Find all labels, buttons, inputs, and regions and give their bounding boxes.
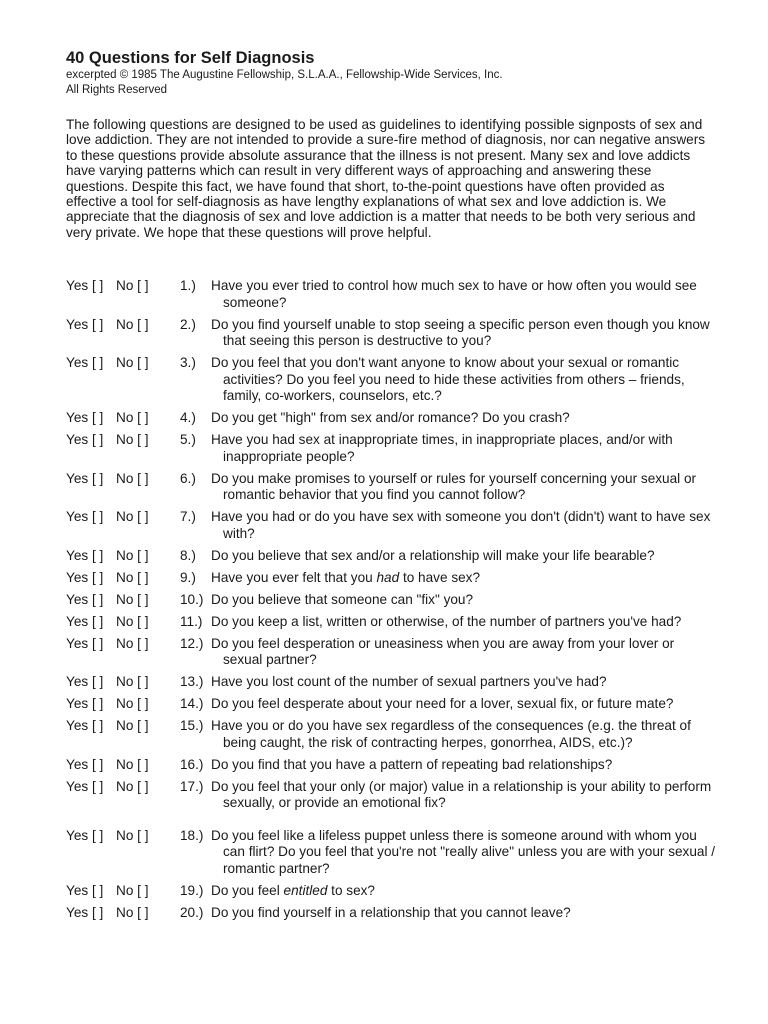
no-checkbox[interactable]: No [ ] — [116, 355, 149, 371]
question-number: 4.) — [180, 410, 196, 426]
no-checkbox[interactable]: No [ ] — [116, 278, 149, 294]
question-number: 1.) — [180, 278, 196, 294]
no-checkbox[interactable]: No [ ] — [116, 674, 149, 690]
question-number: 3.) — [180, 355, 196, 371]
question-text-part: Do you get "high" from sex and/or romance? Do you crash? — [211, 410, 570, 426]
question-text-part: Have you lost count of the number of sexual partners you've had? — [211, 674, 607, 690]
question-row — [66, 432, 726, 465]
question-text — [211, 614, 726, 631]
question-row — [66, 696, 726, 713]
question-row — [66, 674, 726, 691]
question-text — [211, 355, 726, 405]
yes-checkbox[interactable]: Yes [ ] — [66, 278, 104, 294]
question-text-part: Have you had sex at inappropriate times, in inappropriate places, and/or with inappropriate people? — [211, 432, 673, 464]
question-text-part: Do you keep a list, written or otherwise, of the number of partners you've had? — [211, 613, 682, 629]
yes-checkbox[interactable]: Yes [ ] — [66, 756, 104, 772]
question-text — [211, 674, 726, 691]
question-row — [66, 757, 726, 774]
question-number: 9.) — [180, 569, 196, 585]
question-row — [66, 509, 726, 542]
question-text-part: Do you feel — [211, 882, 284, 898]
yes-checkbox[interactable]: Yes [ ] — [66, 432, 104, 448]
question-emphasis: entitled — [283, 882, 328, 898]
no-checkbox[interactable]: No [ ] — [116, 316, 149, 332]
question-emphasis: had — [376, 569, 400, 585]
question-text-part: Do you find yourself in a relationship that you cannot leave? — [211, 904, 571, 920]
no-checkbox[interactable]: No [ ] — [116, 509, 149, 525]
question-row — [66, 317, 726, 350]
copyright-line: excerpted © 1985 The Augustine Fellowship, S.L.A.A., Fellowship-Wide Services, Inc. — [66, 69, 503, 81]
question-text-part: Do you believe that sex and/or a relationship will make your life bearable? — [211, 547, 655, 563]
question-text-part: to sex? — [327, 882, 375, 898]
question-text — [211, 905, 726, 922]
question-text-part: Do you feel that you don't want anyone to know about your sexual or romantic activities? Do you feel you need to hide these activities from others – friends, family, co-workers, counselors, etc.? — [211, 355, 685, 404]
question-row — [66, 548, 726, 565]
yes-checkbox[interactable]: Yes [ ] — [66, 882, 104, 898]
question-number: 8.) — [180, 547, 196, 563]
yes-checkbox[interactable]: Yes [ ] — [66, 827, 104, 843]
no-checkbox[interactable]: No [ ] — [116, 470, 149, 486]
question-text-part: Have you or do you have sex regardless of the consequences (e.g. the threat of being caught, the risk of contracting herpes, gonorrhea, AIDS, etc.)? — [211, 718, 691, 750]
yes-checkbox[interactable]: Yes [ ] — [66, 470, 104, 486]
question-text-part: Have you ever tried to control how much sex to have or how often you would see someone? — [211, 278, 697, 310]
question-row — [66, 410, 726, 427]
question-text — [211, 757, 726, 774]
no-checkbox[interactable]: No [ ] — [116, 827, 149, 843]
question-number: 5.) — [180, 432, 196, 448]
question-number: 6.) — [180, 470, 196, 486]
question-text — [211, 592, 726, 609]
yes-checkbox[interactable]: Yes [ ] — [66, 547, 104, 563]
no-checkbox[interactable]: No [ ] — [116, 613, 149, 629]
yes-checkbox[interactable]: Yes [ ] — [66, 904, 104, 920]
no-checkbox[interactable]: No [ ] — [116, 696, 149, 712]
no-checkbox[interactable]: No [ ] — [116, 547, 149, 563]
question-row — [66, 636, 726, 669]
yes-checkbox[interactable]: Yes [ ] — [66, 509, 104, 525]
no-checkbox[interactable]: No [ ] — [116, 778, 149, 794]
no-checkbox[interactable]: No [ ] — [116, 904, 149, 920]
no-checkbox[interactable]: No [ ] — [116, 882, 149, 898]
question-text-part: Do you find that you have a pattern of repeating bad relationships? — [211, 756, 613, 772]
question-number: 18.) — [180, 827, 204, 843]
question-row — [66, 883, 726, 900]
no-checkbox[interactable]: No [ ] — [116, 591, 149, 607]
question-row — [66, 570, 726, 587]
yes-checkbox[interactable]: Yes [ ] — [66, 613, 104, 629]
question-row — [66, 355, 726, 405]
question-number: 14.) — [180, 696, 204, 712]
yes-checkbox[interactable]: Yes [ ] — [66, 696, 104, 712]
question-text — [211, 278, 726, 311]
question-number: 7.) — [180, 509, 196, 525]
document-title: 40 Questions for Self Diagnosis — [66, 49, 315, 67]
question-text-part: to have sex? — [399, 569, 481, 585]
no-checkbox[interactable]: No [ ] — [116, 718, 149, 734]
question-text — [211, 696, 726, 713]
question-text — [211, 779, 726, 812]
rights-line: All Rights Reserved — [66, 84, 167, 96]
yes-checkbox[interactable]: Yes [ ] — [66, 569, 104, 585]
no-checkbox[interactable]: No [ ] — [116, 635, 149, 651]
question-number: 10.) — [180, 591, 204, 607]
question-text — [211, 883, 726, 900]
yes-checkbox[interactable]: Yes [ ] — [66, 718, 104, 734]
question-number: 12.) — [180, 635, 204, 651]
question-number: 20.) — [180, 904, 204, 920]
no-checkbox[interactable]: No [ ] — [116, 756, 149, 772]
question-text-part: Do you feel desperation or uneasiness when you are away from your lover or sexual partner? — [211, 635, 675, 668]
question-row — [66, 614, 726, 631]
question-text-part: Do you feel like a lifeless puppet unless there is someone around with whom you can flirt? Do you feel that you're not "really alive" unless you are with your sexual / romantic partner? — [211, 827, 716, 876]
question-text-part: Have you ever felt that you — [211, 569, 377, 585]
question-row — [66, 471, 726, 504]
question-number: 13.) — [180, 674, 204, 690]
question-text — [211, 317, 726, 350]
question-text — [211, 570, 726, 587]
question-text-part: Do you feel that your only (or major) value in a relationship is your ability to perform sexually, or provide an emotional fix? — [211, 778, 712, 811]
question-row — [66, 905, 726, 922]
question-row — [66, 278, 726, 311]
document-page — [66, 48, 726, 927]
question-text — [211, 509, 726, 542]
question-text-part: Do you make promises to yourself or rules for yourself concerning your sexual or romantic behavior that you find you cannot follow? — [211, 470, 697, 503]
no-checkbox[interactable]: No [ ] — [116, 432, 149, 448]
question-text — [211, 432, 726, 465]
question-number: 2.) — [180, 316, 196, 332]
question-text — [211, 548, 726, 565]
intro-paragraph: The following questions are designed to be used as guidelines to identifying possible signposts of sex and love addiction. They are not intended to provide a sure-fire method of diagnosis, nor can negative answers to these questions provide absolute assurance that the illness is not present. Many sex and love addicts have varying patterns which can result in very different ways of approaching and answering these questions. Despite this fact, we have found that short, to-the-point questions have often provided as effective a tool for self-diagnosis as have lengthy explanations of what sex and love addiction is. We appreciate that the diagnosis of sex and love addiction is a matter that needs to be both very serious and very private. We hope that these questions will prove helpful. — [66, 117, 706, 240]
question-text-part: Do you find yourself unable to stop seeing a specific person even though you know that seeing this person is destructive to you? — [211, 316, 710, 349]
question-text — [211, 410, 726, 427]
yes-checkbox[interactable]: Yes [ ] — [66, 674, 104, 690]
question-number: 11.) — [180, 613, 203, 629]
question-text — [211, 828, 726, 878]
question-number: 15.) — [180, 718, 204, 734]
yes-checkbox[interactable]: Yes [ ] — [66, 410, 104, 426]
question-row — [66, 779, 726, 812]
question-text-part: Do you believe that someone can "fix" you? — [211, 591, 474, 607]
question-text-part: Do you feel desperate about your need for a lover, sexual fix, or future mate? — [211, 696, 674, 712]
question-text-part: Have you had or do you have sex with someone you don't (didn't) want to have sex with? — [211, 509, 711, 541]
no-checkbox[interactable]: No [ ] — [116, 569, 149, 585]
question-row — [66, 592, 726, 609]
question-number: 16.) — [180, 756, 204, 772]
yes-checkbox[interactable]: Yes [ ] — [66, 635, 104, 651]
question-text — [211, 636, 726, 669]
yes-checkbox[interactable]: Yes [ ] — [66, 355, 104, 371]
question-row — [66, 828, 726, 878]
question-text — [211, 471, 726, 504]
question-row — [66, 718, 726, 751]
yes-checkbox[interactable]: Yes [ ] — [66, 316, 104, 332]
no-checkbox[interactable]: No [ ] — [116, 410, 149, 426]
question-text — [211, 718, 726, 751]
question-number: 19.) — [180, 882, 204, 898]
yes-checkbox[interactable]: Yes [ ] — [66, 591, 104, 607]
questions-list — [66, 278, 726, 921]
question-number: 17.) — [180, 778, 204, 794]
yes-checkbox[interactable]: Yes [ ] — [66, 778, 104, 794]
